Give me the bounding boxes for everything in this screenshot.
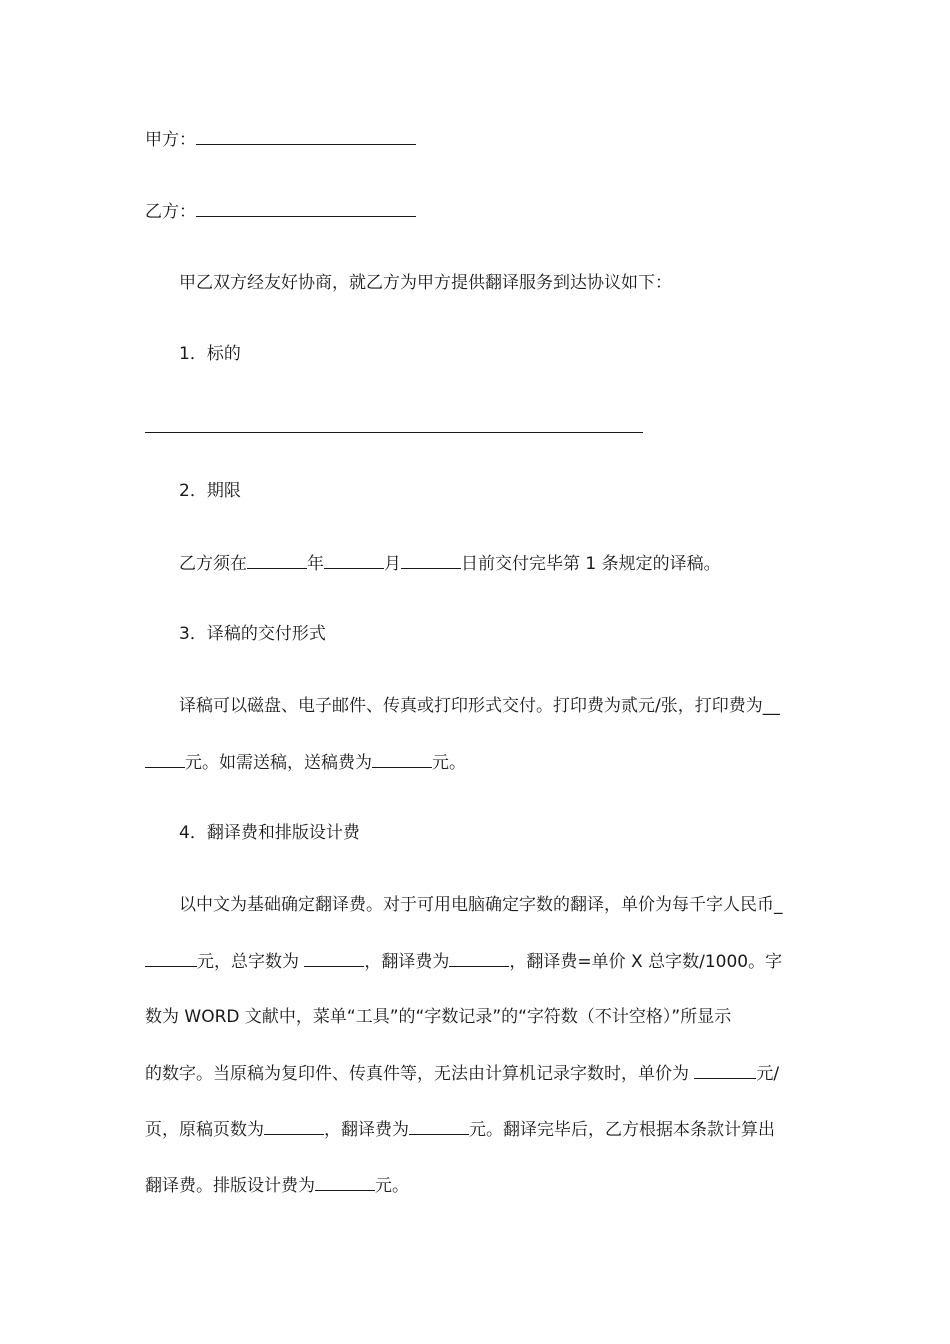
month-blank [324, 552, 384, 569]
section-2-text [145, 552, 849, 575]
page-fee-text: ，翻译费为 [324, 1120, 409, 1140]
day-blank [401, 552, 461, 569]
yuan-label: 元。 [432, 753, 466, 773]
section-4-line-5 [145, 1118, 815, 1141]
section-4-line-2 [145, 950, 815, 973]
intro-paragraph: 甲乙双方经友好协商，就乙方为甲方提供翻译服务到达协议如下： [179, 273, 672, 293]
party-b-line [145, 200, 815, 223]
subject-matter-blank [145, 432, 643, 433]
deadline-text-start: 乙方须在 [179, 554, 247, 574]
section-4-line-3: 数为 WORD 文献中，菜单“工具”的“字数记录”的“字符数（不计空格）”所显示 [145, 1007, 732, 1027]
total-words-blank [304, 950, 364, 967]
year-label: 年 [307, 554, 324, 574]
layout-yuan-label: 元。 [375, 1176, 409, 1196]
translation-fee-text: ，翻译费为 [364, 952, 450, 972]
page-price-blank [694, 1062, 756, 1079]
year-blank [247, 552, 307, 569]
section-1-heading: 1．标的 [179, 344, 241, 364]
section-3-heading: 3．译稿的交付形式 [179, 624, 326, 644]
party-a-blank [196, 128, 416, 145]
translation-fee-blank [449, 950, 509, 967]
print-fee-blank [145, 751, 185, 768]
deadline-text-end: 日前交付完毕第 1 条规定的译稿。 [461, 554, 721, 574]
unit-price-blank [145, 950, 197, 967]
layout-fee-blank [315, 1174, 375, 1191]
party-a-label: 甲方： [145, 130, 196, 150]
month-label: 月 [384, 554, 401, 574]
party-a-line [145, 128, 815, 151]
section-4-heading: 4．翻译费和排版设计费 [179, 823, 360, 843]
section-4-line-6 [145, 1174, 815, 1197]
page-price-text: 的数字。当原稿为复印件、传真件等，无法由计算机记录字数时，单价为 [145, 1064, 695, 1084]
page-fee-blank [409, 1118, 469, 1135]
section-3-line-1: 译稿可以磁盘、电子邮件、传真或打印形式交付。打印费为贰元/张，打印费为__ [179, 696, 780, 716]
page-count-blank [264, 1118, 324, 1135]
section-4-line-1: 以中文为基础确定翻译费。对于可用电脑确定字数的翻译，单价为每千字人民币_ [179, 895, 783, 915]
yuan-per-label: 元/ [756, 1064, 780, 1084]
section-4-line-4 [145, 1062, 815, 1085]
party-b-label: 乙方： [145, 202, 196, 222]
page-count-text: 页，原稿页数为 [145, 1120, 264, 1140]
party-b-blank [196, 200, 416, 217]
layout-fee-text: 翻译费。排版设计费为 [145, 1176, 315, 1196]
delivery-fee-blank [372, 751, 432, 768]
delivery-text: 元。如需送稿，送稿费为 [185, 753, 372, 773]
section-3-line-2 [145, 751, 815, 774]
section-2-heading: 2．期限 [179, 481, 241, 501]
total-words-text: 元，总字数为 [197, 952, 305, 972]
fee-calc-text: 元。翻译完毕后，乙方根据本条款计算出 [469, 1120, 775, 1140]
fee-formula-text: ，翻译费=单价 X 总字数/1000。字 [509, 952, 783, 972]
